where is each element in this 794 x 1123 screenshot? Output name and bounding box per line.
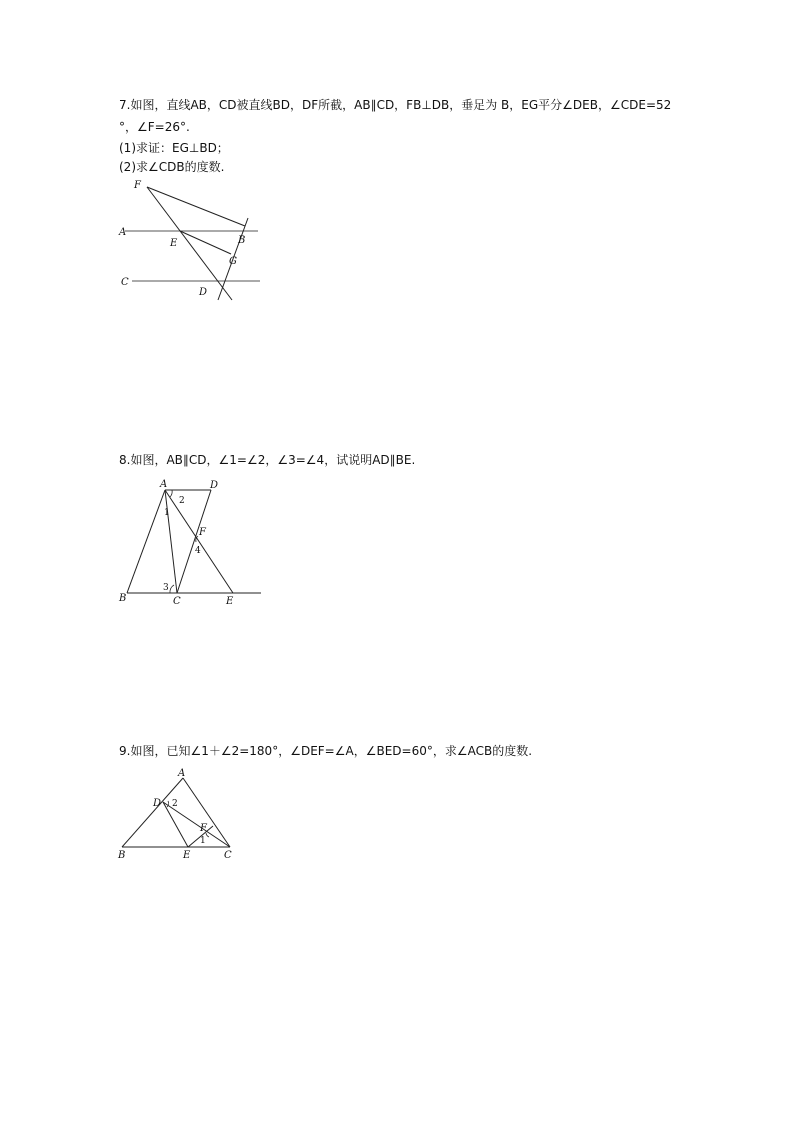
q7-label-g: G (229, 256, 237, 267)
q8-label-3: 3 (163, 583, 169, 593)
q7-part1: (1)求证：EG⊥BD； (119, 141, 229, 155)
q7-label-e: E (170, 238, 178, 249)
q8-label-4: 4 (195, 546, 201, 556)
q7-part2: (2)求∠CDB的度数. (119, 160, 225, 174)
q7-label-b: B (238, 235, 246, 246)
q8-label-c: C (173, 596, 181, 607)
q9-label-e: E (183, 850, 191, 861)
q9-label-d: D (153, 798, 162, 809)
q8-figure (110, 474, 270, 610)
q8-label-1: 1 (164, 508, 170, 518)
q8-label-b: B (119, 593, 127, 604)
q9-figure (110, 764, 250, 864)
q8-angle-arc-2 (170, 490, 172, 497)
q8-label-2: 2 (179, 496, 185, 506)
q8-line-ab (127, 490, 165, 593)
q8-label-a: A (160, 479, 168, 490)
q9-label-2: 2 (172, 799, 178, 809)
q9-line-ac (183, 778, 230, 847)
q9-text-line1: 9.如图，已知∠1＋∠2=180°，∠DEF=∠A，∠BED=60°，求∠ACB的度数. (119, 744, 533, 758)
q7-label-a: A (119, 227, 127, 238)
q9-label-b: B (118, 850, 126, 861)
q8-label-f: F (199, 527, 206, 538)
q9-label-1: 1 (200, 836, 206, 846)
q7-label-c: C (121, 277, 129, 288)
q7-line-eg (180, 231, 231, 254)
q7-label-f: F (134, 180, 141, 191)
q9-label-c: C (224, 850, 232, 861)
q8-angle-arc-3 (170, 585, 174, 593)
q8-label-e: E (226, 596, 234, 607)
q9-label-a: A (178, 768, 186, 779)
q9-line-ab (122, 778, 183, 847)
q7-text-line2: °，∠F=26°. (119, 120, 190, 134)
q7-figure (110, 172, 270, 306)
q7-label-d: D (199, 287, 208, 298)
q8-text-line1: 8.如图，AB∥CD，∠1=∠2，∠3=∠4，试说明AD∥BE. (119, 453, 416, 467)
q7-text-line1: 7.如图，直线AB，CD被直线BD，DF所截，AB∥CD，FB⊥DB，垂足为 B，EG平分∠DEB，∠CDE=52 (119, 98, 672, 112)
q9-label-f: F (200, 823, 207, 834)
q8-label-d: D (210, 480, 219, 491)
